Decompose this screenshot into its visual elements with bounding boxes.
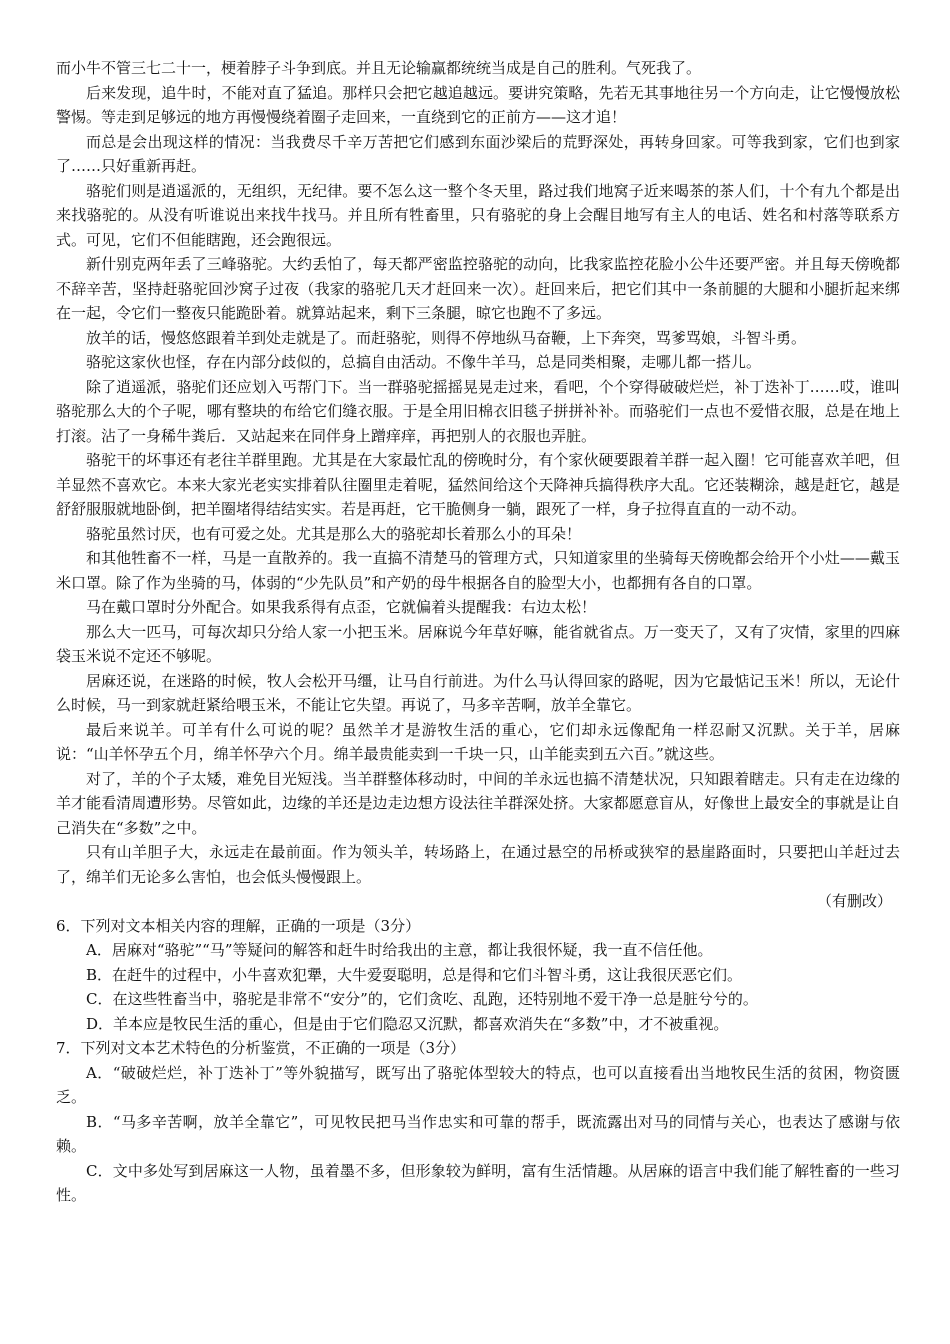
paragraph: 居麻还说，在迷路的时候，牧人会松开马缰，让马自行前进。为什么马认得回家的路呢，因为它最惦记玉米！所以，无论什么时候，马一到家就赶紧给喂玉米，不能让它失望。再说了，马多辛苦啊，放羊全靠它。 [56,671,900,714]
question-6 [56,914,900,1037]
paragraph: 马在戴口罩时分外配合。如果我系得有点歪，它就偏着头提醒我：右边太松！ [86,598,597,616]
paragraph: 骆驼虽然讨厌，也有可爱之处。尤其是那么大的骆驼却长着那么小的耳朵！ [86,524,582,543]
paragraph: 骆驼干的坏事还有老往羊群里跑。尤其是在大家最忙乱的傍晚时分，有个家伙硬要跟着羊群一起入圈！它可能喜欢羊吧，但羊显然不喜欢它。本来大家光老实实排着队往圈里走着呢，猛然间给这个天降神兵搞得秩序大乱。它还装糊涂，越是赶它，越是舒舒服服就地卧倒，把羊圈堵得结结实实。若是再赶，它干脆侧身一躺，跟死了一样，身子拉得直直的一动不动。 [56,451,900,518]
option-c: C．文中多处写到居麻这一人物，虽着墨不多，但形象较为鲜明，富有生活情趣。从居麻的语言中我们能了解牲畜的一些习性。 [56,1161,900,1204]
paragraph: 只有山羊胆子大，永远走在最前面。作为领头羊，转场路上，在通过悬空的吊桥或狭窄的悬崖路面时，只要把山羊赶过去了，绵羊们无论多么害怕，也会低头慢慢跟上。 [56,843,900,886]
paragraph: 放羊的话，慢悠悠跟着羊到处走就是了。而赶骆驼，则得不停地纵马奋鞭，上下奔突，骂爹骂娘，斗智斗勇。 [86,328,807,347]
paragraph: 骆驼这家伙也怪，存在内部分歧似的，总搞自由活动。不像牛羊马，总是同类相聚，走哪儿都一搭儿。 [86,353,762,371]
question-stem: 7．下列对文本艺术特色的分析鉴赏，不正确的一项是（3分） [56,1039,466,1057]
paragraph: 而总是会出现这样的情况：当我费尽千辛万苦把它们感到东面沙梁后的荒野深处，再转身回家。可等我到家，它们也到家了……只好重新再赶。 [56,132,900,175]
paragraph: 对了，羊的个子太矮，难免目光短浅。当羊群整体移动时，中间的羊永远也搞不清楚状况，只知跟着瞎走。只有走在边缘的羊才能看清周遭形势。尽管如此，边缘的羊还是边走边想方设法往羊群深处挤。大家都愿意盲从，好像世上最安全的事就是让自己消失在“多数”之中。 [56,769,900,837]
option-a: A．“破破烂烂，补丁迭补丁”等外貌描写，既写出了骆驼体型较大的特点，也可以直接看出当地牧民生活的贫困，物资匮乏。 [56,1063,900,1106]
option-c: C．在这些牲畜当中，骆驼是非常不“安分”的，它们贪吃、乱跑，还特别地不爱干净一总是脏兮兮的。 [86,990,758,1008]
source-note: （有删改） [816,892,892,910]
option-b: B．在赶牛的过程中，小牛喜欢犯犟，大牛爱耍聪明，总是得和它们斗智斗勇，这让我很厌恶它们。 [86,965,743,984]
paragraph: 除了逍遥派，骆驼们还应划入丐帮门下。当一群骆驼摇摇晃晃走过来，看吧，个个穿得破破烂烂，补丁迭补丁……哎，谁叫骆驼那么大的个子呢，哪有整块的布给它们缝衣服。于是全用旧棉衣旧毯子拼拼补补。而骆驼们一点也不爱惜衣服，总是在地上打滚。沾了一身稀牛粪后．又站起来在同伴身上蹭痒痒，再把别人的衣服也弄脏。 [56,377,900,445]
option-b: B．“马多辛苦啊，放羊全靠它”，可见牧民把马当作忠实和可靠的帮手，既流露出对马的同情与关心，也表达了感谢与依赖。 [56,1112,900,1155]
paragraph: 新什别克两年丢了三峰骆驼。大约丢怕了，每天都严密监控骆驼的动向，比我家监控花脸小公牛还要严密。并且每天傍晚都不辞辛苦，坚持赶骆驼回沙窝子过夜（我家的骆驼几天才赶回来一次）。赶回来后，把它们其中一条前腿的大腿和小腿折起来绑在一起，令它们一整夜只能跪卧着。就算站起来，剩下三条腿，晾它也跑不了多远。 [56,255,900,322]
question-7 [56,1036,900,1208]
paragraph: 后来发现，追牛时，不能对直了猛追。那样只会把它越追越远。要讲究策略，先若无其事地往另一个方向走，让它慢慢放松警惕。等走到足够远的地方再慢慢绕着圈子走回来，一直绕到它的正前方——这才追！ [56,83,900,126]
passage [56,56,900,914]
paragraph: 和其他牲畜不一样，马是一直散养的。我一直搞不清楚马的管理方式，只知道家里的坐骑每天傍晚都会给开个小灶——戴玉米口罩。除了作为坐骑的马，体弱的“少先队员”和产奶的母牛根据各自的脸型大小，也都拥有各自的口罩。 [56,549,900,592]
question-stem: 6．下列对文本相关内容的理解，正确的一项是（3分） [56,916,421,935]
paragraph: 最后来说羊。可羊有什么可说的呢？虽然羊才是游牧生活的重心，它们却永远像配角一样忍耐又沉默。关于羊，居麻说：“山羊怀孕五个月，绵羊怀孕六个月。绵羊最贵能卖到一千块一只，山羊能卖到五六百。”就这些。 [56,720,900,763]
paragraph: 而小牛不管三七二十一，梗着脖子斗争到底。并且无论输赢都统统当成是自己的胜利。气死我了。 [56,59,702,77]
paragraph: 那么大一匹马，可每次却只分给人家一小把玉米。居麻说今年草好嘛，能省就省点。万一变天了，又有了灾情，家里的四麻袋玉米说不定还不够呢。 [56,622,900,665]
option-a: A．居麻对“骆驼”“马”等疑问的解答和赶牛时给我出的主意，都让我很怀疑，我一直不信任他。 [86,941,713,959]
option-d: D．羊本应是牧民生活的重心，但是由于它们隐忍又沉默，都喜欢消失在“多数”中，才不被重视。 [86,1014,729,1033]
paragraph: 骆驼们则是逍遥派的，无组织，无纪律。要不怎么这一整个冬天里，路过我们地窝子近来喝茶的茶人们，十个有九个都是出来找骆驼的。从没有听谁说出来找牛找马。并且所有牲畜里，只有骆驼的身上会醒目地写有主人的电话、姓名和村落等联系方式。可见，它们不但能瞎跑，还会跑很远。 [56,181,900,249]
